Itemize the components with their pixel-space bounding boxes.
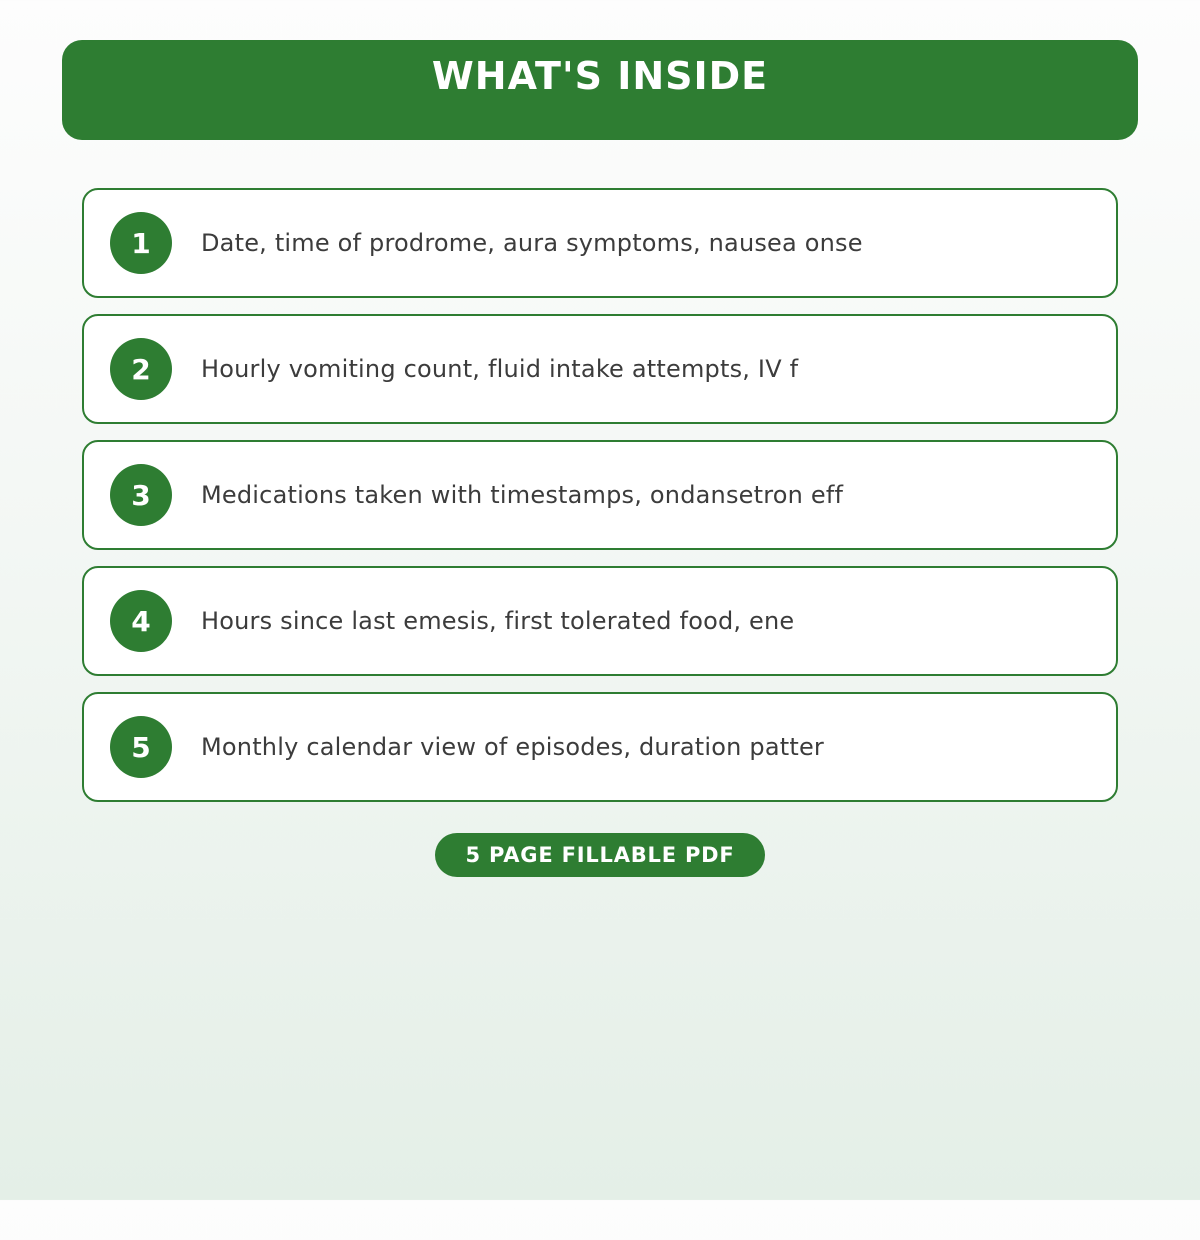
- item-text: Medications taken with timestamps, ondansetron eff: [201, 481, 844, 509]
- item-number-badge: 1: [110, 212, 172, 274]
- list-item: [82, 566, 1118, 676]
- item-number-badge: 4: [110, 590, 172, 652]
- item-text: Date, time of prodrome, aura symptoms, nausea onse: [201, 229, 863, 257]
- item-number-badge: 3: [110, 464, 172, 526]
- item-number-badge: 2: [110, 338, 172, 400]
- list-item: [82, 314, 1118, 424]
- header-banner: [62, 40, 1138, 140]
- item-number-badge: 5: [110, 716, 172, 778]
- items-list: [82, 188, 1118, 802]
- list-item: [82, 188, 1118, 298]
- fillable-pdf-badge-button[interactable]: 5 PAGE FILLABLE PDF: [435, 833, 764, 877]
- item-text: Hours since last emesis, first tolerated food, ene: [201, 607, 795, 635]
- item-text: Hourly vomiting count, fluid intake attempts, IV f: [201, 355, 799, 383]
- list-item: [82, 692, 1118, 802]
- list-item: [82, 440, 1118, 550]
- item-text: Monthly calendar view of episodes, duration patter: [201, 733, 824, 761]
- page-title: WHAT'S INSIDE: [431, 54, 769, 98]
